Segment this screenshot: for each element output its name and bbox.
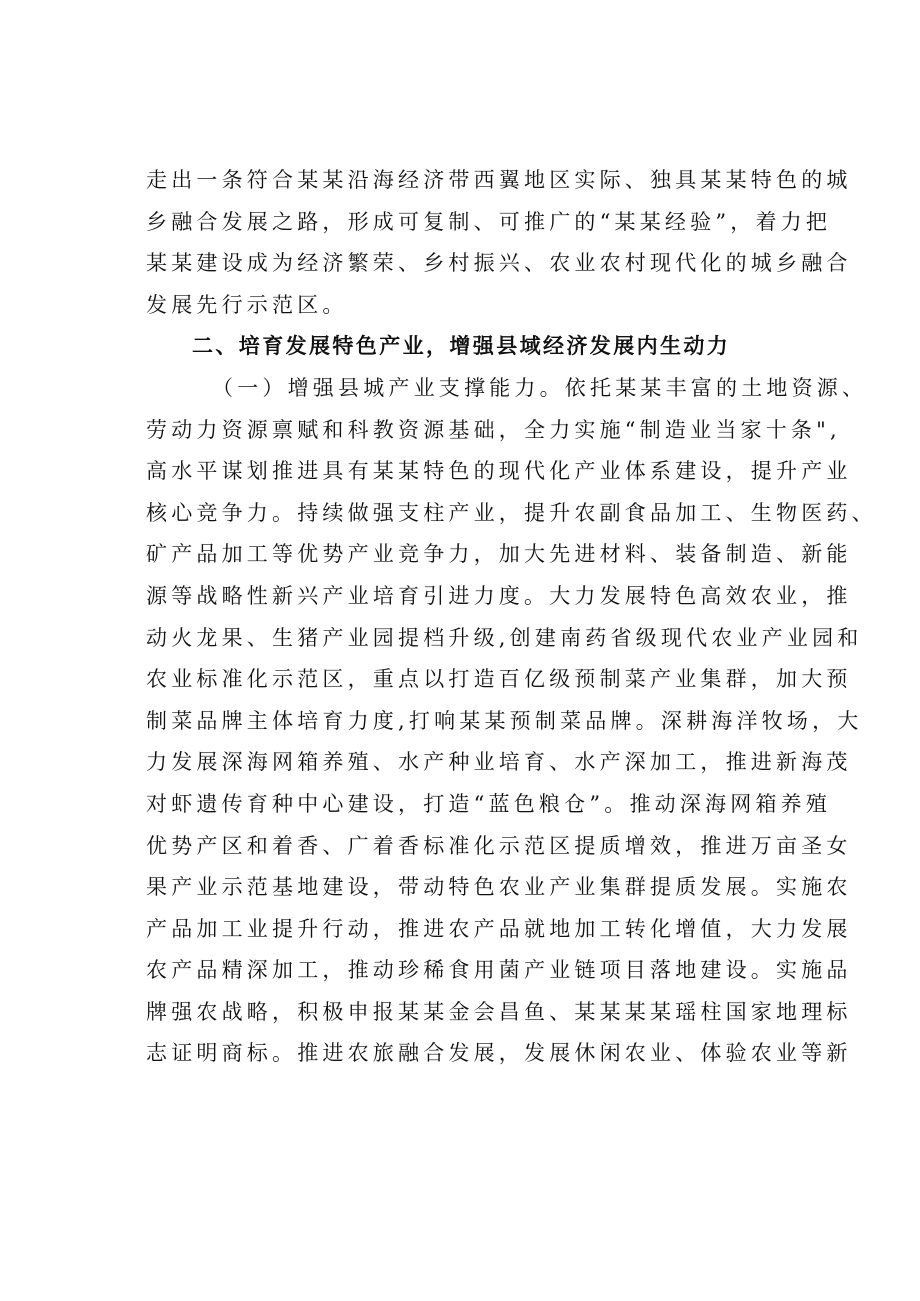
paragraph-line: 农产品精深加工，推动珍稀食用菌产业链项目落地建设。实施品 (146, 958, 852, 983)
paragraph-line: 矿产品加工等优势产业竞争力，加大先进材料、装备制造、新能 (146, 542, 852, 567)
paragraph-line: 动火龙果、生猪产业园提档升级,创建南药省级现代农业产业园和 (146, 625, 863, 650)
paragraph-line: 优势产区和着香、广着香标准化示范区提质增效，推进万亩圣女 (146, 833, 852, 858)
section-heading: 二、培育发展特色产业，增强县域经济发展内生动力 (192, 334, 731, 359)
paragraph-line: 乡融合发展之路，形成可复制、可推广的“某某经验”，着力把 (146, 209, 832, 234)
paragraph-line: 走出一条符合某某沿海经济带西翼地区实际、独具某某特色的城 (146, 168, 852, 192)
paragraph-line: 力发展深海网箱养殖、水产种业培育、水产深加工，推进新海茂 (146, 750, 852, 775)
paragraph-line: 劳动力资源禀赋和科教资源基础，全力实施“制造业当家十条", (146, 417, 841, 442)
paragraph-line: 制菜品牌主体培育力度,打响某某预制菜品牌。深耕海洋牧场，大 (146, 708, 863, 733)
paragraph-line: （一）增强县城产业支撑能力。依托某某丰富的土地资源、 (212, 375, 868, 400)
paragraph-line: 对虾遗传育种中心建设，打造“蓝色粮仓”。推动深海网箱养殖 (146, 791, 832, 816)
paragraph-line: 志证明商标。推进农旅融合发展，发展休闲农业、体验农业等新 (146, 1041, 852, 1066)
paragraph-line: 牌强农战略，积极申报某某金会昌鱼、某某某某瑶柱国家地理标 (146, 999, 852, 1024)
document-body (146, 160, 877, 1075)
paragraph-line: 源等战略性新兴产业培育引进力度。大力发展特色高效农业，推 (146, 583, 852, 608)
paragraph-line: 某某建设成为经济繁荣、乡村振兴、农业农村现代化的城乡融合 (146, 251, 852, 276)
paragraph-line: 高水平谋划推进具有某某特色的现代化产业体系建设，提升产业 (146, 459, 852, 484)
paragraph-line: 果产业示范基地建设，带动特色农业产业集群提质发展。实施农 (146, 875, 852, 900)
paragraph-line: 农业标准化示范区，重点以打造百亿级预制菜产业集群，加大预 (146, 667, 852, 692)
paragraph-line: 发展先行示范区。 (146, 292, 348, 317)
paragraph-line: 产品加工业提升行动，推进农产品就地加工转化增值，大力发展 (146, 916, 852, 941)
paragraph-line: 核心竞争力。持续做强支柱产业，提升农副食品加工、生物医药、 (146, 500, 877, 525)
